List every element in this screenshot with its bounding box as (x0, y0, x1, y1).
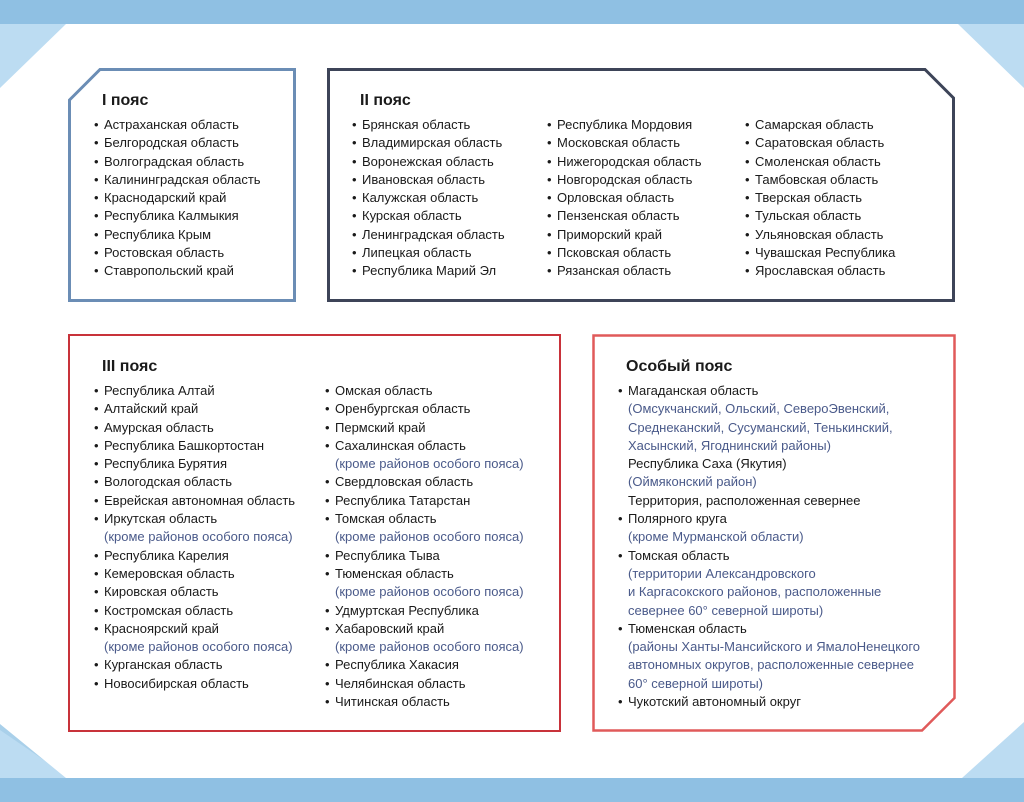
list-item: • Оренбургская область (325, 400, 524, 418)
list-item: Республика Саха (Якутия) (628, 456, 787, 472)
list-item: • Ульяновская область (745, 226, 895, 244)
list-item: • Республика Крым (94, 226, 261, 244)
list-item: • Ярославская область (745, 262, 895, 280)
list-item: • Рязанская область (547, 262, 702, 280)
list-item: • Краснодарский край (94, 189, 261, 207)
list-item: • Ленинградская область (352, 226, 505, 244)
list-item: • Чукотский автономный округ (618, 693, 920, 711)
list-item: • Полярного круга (618, 510, 920, 528)
list-item-note: автономных округов, расположенные севернее (628, 657, 915, 673)
list-item: • Вологодская область (94, 473, 295, 491)
list-item: • Новосибирская область (94, 675, 295, 693)
list-item: • Костромская область (94, 602, 295, 620)
list-item: • Курганская область (94, 656, 295, 674)
belt2-col3 (745, 116, 895, 281)
list-item: • Алтайский край (94, 400, 295, 418)
list-item: • Белгородская область (94, 134, 261, 152)
list-item-note: (Оймяконский район) (628, 474, 757, 490)
list-item: • Пермский край (325, 419, 524, 437)
list-item: • Кемеровская область (94, 565, 295, 583)
list-item: • Свердловская область (325, 473, 524, 491)
list-item: • Республика Калмыкия (94, 207, 261, 225)
list-item-note: (кроме районов особого пояса) (335, 529, 524, 545)
list-item: • Чувашская Республика (745, 244, 895, 262)
list-item-note: Среднеканский, Сусуманский, Тенькинский, (628, 419, 893, 435)
list-item-note: (кроме районов особого пояса) (104, 639, 293, 655)
list-item-note: (районы Ханты-Мансийского и ЯмалоНенецкого (628, 639, 921, 655)
list-item: • Удмуртская Республика (325, 602, 524, 620)
list-item: • Новгородская область (547, 171, 702, 189)
list-item: • Псковская область (547, 244, 702, 262)
list-item: • Калининградская область (94, 171, 261, 189)
list-item: • Челябинская область (325, 675, 524, 693)
list-item: • Республика Башкортостан (94, 437, 295, 455)
list-item: • Хабаровский край (325, 620, 524, 638)
belt2-col2 (547, 116, 702, 281)
list-item: • Липецкая область (352, 244, 505, 262)
belt3-col2 (325, 382, 524, 711)
list-item: • Ставропольский край (94, 262, 261, 280)
list-item: • Томская область (618, 547, 920, 565)
list-item: • Сахалинская область (325, 437, 524, 455)
list-item: • Орловская область (547, 189, 702, 207)
list-item: • Саратовская область (745, 134, 895, 152)
belt2-col1 (352, 116, 505, 281)
list-item: • Республика Тыва (325, 547, 524, 565)
list-item-note: севернее 60° северной широты) (628, 602, 824, 618)
list-item: • Республика Татарстан (325, 492, 524, 510)
list-item: • Амурская область (94, 419, 295, 437)
list-item: • Тамбовская область (745, 171, 895, 189)
belt3-col1 (94, 382, 295, 693)
special-list (618, 382, 920, 711)
list-item: • Магаданская область (618, 382, 920, 400)
list-item: • Ростовская область (94, 244, 261, 262)
belt2-title: II пояс (360, 92, 411, 109)
list-item: • Курская область (352, 207, 505, 225)
list-item: • Смоленская область (745, 153, 895, 171)
list-item: • Ивановская область (352, 171, 505, 189)
list-item: • Красноярский край (94, 620, 295, 638)
list-item-note: (территории Александровского (628, 565, 816, 581)
list-item-note: (кроме районов особого пояса) (335, 639, 524, 655)
belt3-title: III пояс (102, 358, 158, 375)
list-item-note: (кроме Мурманской области) (628, 529, 804, 545)
list-item-note: (кроме районов особого пояса) (104, 529, 293, 545)
list-item-note: (кроме районов особого пояса) (335, 456, 524, 472)
list-item: • Республика Карелия (94, 547, 295, 565)
list-item: • Тверская область (745, 189, 895, 207)
list-item: • Воронежская область (352, 153, 505, 171)
list-item-note: Хасынский, Ягоднинский районы) (628, 437, 831, 453)
list-item-note: и Каргасокского районов, расположенные (628, 584, 882, 600)
list-item: Территория, расположенная севернее (628, 492, 861, 508)
list-item: • Брянская область (352, 116, 505, 134)
list-item: • Республика Хакасия (325, 656, 524, 674)
list-item: • Тюменская область (325, 565, 524, 583)
belt1-list (94, 116, 261, 281)
list-item: • Тюменская область (618, 620, 920, 638)
list-item-note: 60° северной широты) (628, 675, 763, 691)
list-item: • Читинская область (325, 693, 524, 711)
list-item: • Республика Бурятия (94, 455, 295, 473)
list-item: • Кировская область (94, 583, 295, 601)
list-item: • Московская область (547, 134, 702, 152)
list-item: • Владимирская область (352, 134, 505, 152)
list-item: • Еврейская автономная область (94, 492, 295, 510)
belt1-title: I пояс (102, 92, 149, 109)
list-item-note: (кроме районов особого пояса) (335, 584, 524, 600)
list-item: • Иркутская область (94, 510, 295, 528)
list-item: • Республика Алтай (94, 382, 295, 400)
special-title: Особый пояс (626, 358, 733, 375)
list-item: • Республика Марий Эл (352, 262, 505, 280)
list-item: • Республика Мордовия (547, 116, 702, 134)
list-item: • Астраханская область (94, 116, 261, 134)
list-item: • Нижегородская область (547, 153, 702, 171)
list-item: • Калужская область (352, 189, 505, 207)
list-item: • Приморский край (547, 226, 702, 244)
list-item: • Волгоградская область (94, 153, 261, 171)
list-item-note: (Омсукчанский, Ольский, СевероЭвенский, (628, 401, 890, 417)
list-item: • Пензенская область (547, 207, 702, 225)
list-item: • Омская область (325, 382, 524, 400)
list-item: • Тульская область (745, 207, 895, 225)
list-item: • Томская область (325, 510, 524, 528)
list-item: • Самарская область (745, 116, 895, 134)
